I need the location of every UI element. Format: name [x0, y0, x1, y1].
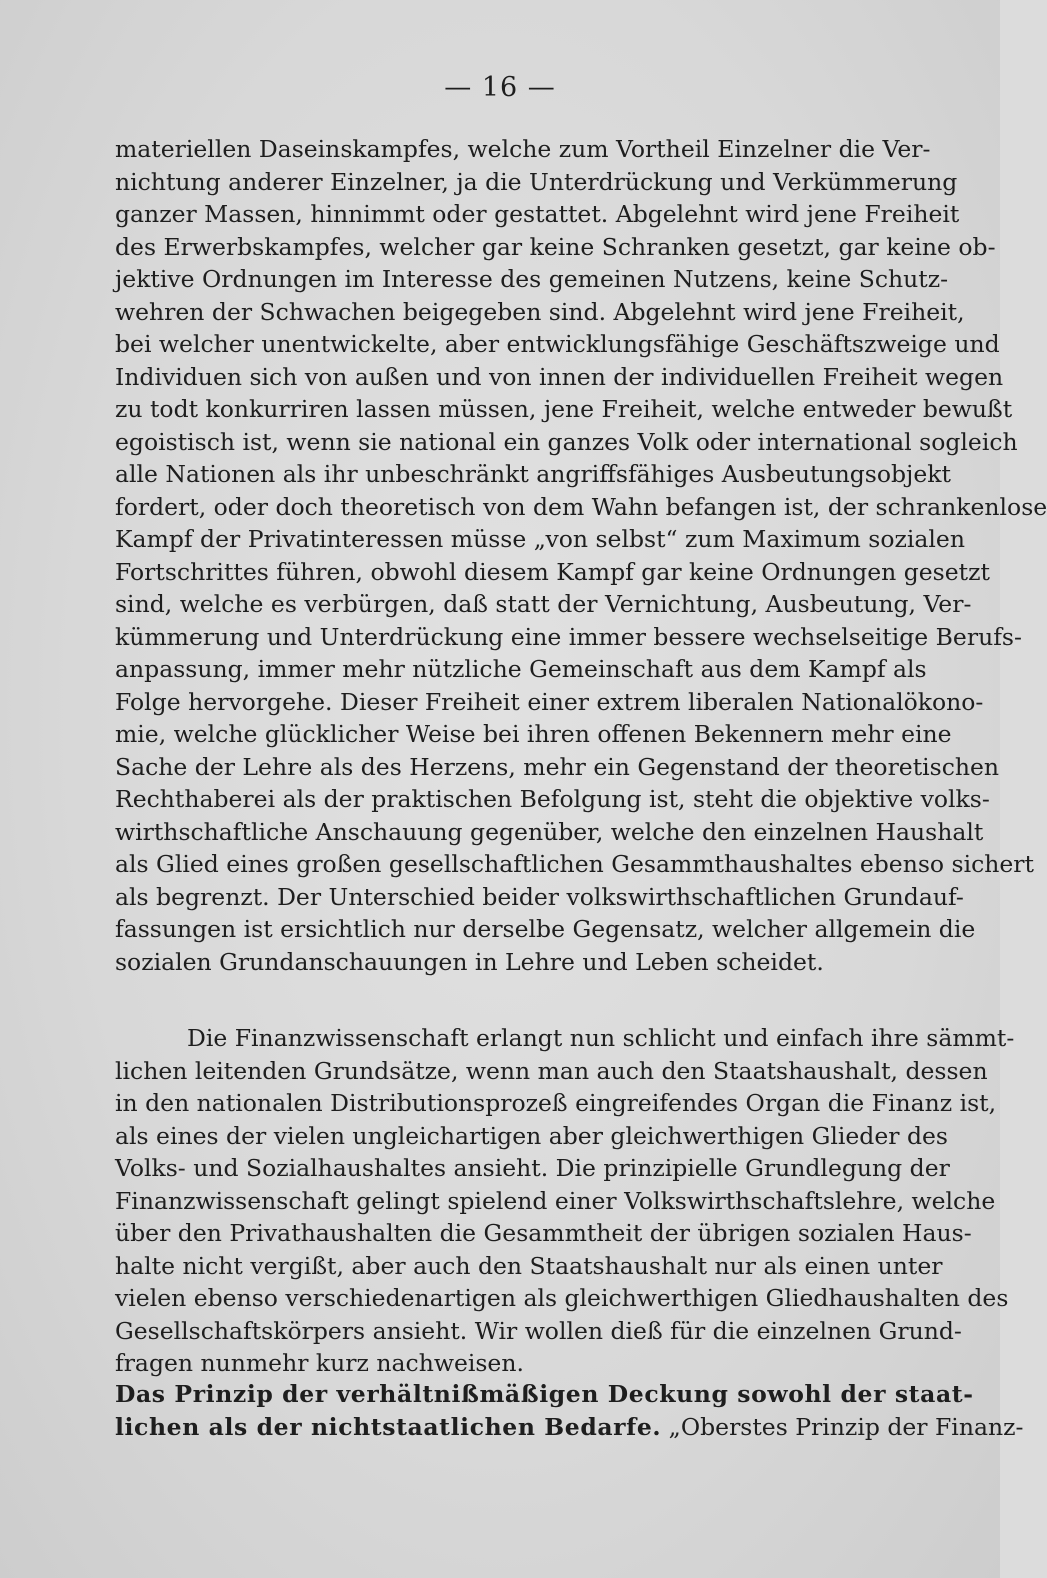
paragraph-1 [115, 133, 1047, 978]
paragraph-line: Folge hervorgehe. Dieser Freiheit einer extrem liberalen Nationalökono- [115, 687, 984, 716]
paragraph-line: Fortschrittes führen, obwohl diesem Kampf gar keine Ordnungen gesetzt [115, 557, 990, 586]
paragraph-line: über den Privathaushalten die Gesammtheit der übrigen sozialen Haus- [115, 1219, 972, 1247]
paragraph-line: des Erwerbskampfes, welcher gar keine Schranken gesetzt, gar keine ob- [115, 232, 996, 261]
section-heading: Das Prinzip der verhältnißmäßigen Deckung sowohl der staat- [115, 1380, 974, 1408]
paragraph-line: sozialen Grundanschauungen in Lehre und Leben scheidet. [115, 947, 824, 976]
paragraph-line: kümmerung und Unterdrückung eine immer bessere wechselseitige Berufs- [115, 622, 1022, 651]
paragraph-line: als Glied eines großen gesellschaftlichen Gesammthaushaltes ebenso sichert [115, 850, 1034, 878]
paragraph-line: wehren der Schwachen beigegeben sind. Abgelehnt wird jene Freiheit, [115, 297, 965, 326]
paragraph-line: Gesellschaftskörpers ansieht. Wir wollen dieß für die einzelnen Grund- [115, 1316, 962, 1345]
paragraph-line: Finanzwissenschaft gelingt spielend einer Volkswirthschaftslehre, welche [115, 1186, 996, 1215]
paragraph-line: Rechthaberei als der praktischen Befolgung ist, steht die objektive volks- [115, 785, 990, 813]
paragraph-line: anpassung, immer mehr nützliche Gemeinschaft aus dem Kampf als [115, 655, 927, 683]
paragraph-line: nichtung anderer Einzelner, ja die Unterdrückung und Verkümmerung [115, 167, 958, 196]
paragraph-line: Volks- und Sozialhaushaltes ansieht. Die prinzipielle Grundlegung der [115, 1154, 950, 1182]
section-heading: lichen als der nichtstaatlichen Bedarfe. [115, 1412, 662, 1441]
paragraph-line: als begrenzt. Der Unterschied beider volkswirthschaftlichen Grundauf- [115, 882, 964, 911]
paragraph-line: mie, welche glücklicher Weise bei ihren offenen Bekennern mehr eine [115, 720, 952, 748]
page-number: — 16 — [444, 72, 556, 103]
paragraph-line: als eines der vielen ungleichartigen aber gleichwerthigen Glieder des [115, 1121, 948, 1150]
paragraph-line: ganzer Massen, hinnimmt oder gestattet. Abgelehnt wird jene Freiheit [115, 200, 960, 228]
paragraph-line: bei welcher unentwickelte, aber entwicklungsfähige Geschäftszweige und [115, 330, 1000, 358]
paragraph-line: sind, welche es verbürgen, daß statt der Vernichtung, Ausbeutung, Ver- [115, 590, 972, 618]
paragraph-line: Die Finanzwissenschaft erlangt nun schlicht und einfach ihre sämmt- [187, 1024, 1015, 1052]
paragraph-line: halte nicht vergißt, aber auch den Staatshaushalt nur als einen unter [115, 1251, 943, 1280]
paragraph-line: vielen ebenso verschiedenartigen als gleichwerthigen Gliedhaushalten des [115, 1284, 1009, 1312]
paragraph-line: Sache der Lehre als des Herzens, mehr ein Gegenstand der theoretischen [115, 752, 1000, 781]
paragraph-line: zu todt konkurriren lassen müssen, jene Freiheit, welche entweder bewußt [115, 395, 1013, 423]
paragraph-line: alle Nationen als ihr unbeschränkt angriffsfähiges Ausbeutungsobjekt [115, 460, 951, 488]
paragraph-2 [115, 1022, 1015, 1380]
paragraph-line: wirthschaftliche Anschauung gegenüber, welche den einzelnen Haushalt [115, 817, 984, 846]
paragraph-line: egoistisch ist, wenn sie national ein ganzes Volk oder international sogleich [115, 427, 1018, 456]
paragraph-3 [115, 1378, 1024, 1443]
paragraph-line [115, 1411, 1024, 1444]
paragraph-line: jektive Ordnungen im Interesse des gemeinen Nutzens, keine Schutz- [115, 265, 949, 293]
paragraph-line: fordert, oder doch theoretisch von dem Wahn befangen ist, der schrankenlose [115, 492, 1047, 521]
paragraph-text: „Oberstes Prinzip der Finanz- [661, 1412, 1024, 1441]
paragraph-line: fassungen ist ersichtlich nur derselbe Gegensatz, welcher allgemein die [115, 915, 976, 943]
paragraph-line: Kampf der Privatinteressen müsse „von selbst“ zum Maximum sozialen [115, 525, 965, 553]
paragraph-line: in den nationalen Distributionsprozeß eingreifendes Organ die Finanz ist, [115, 1089, 997, 1117]
paragraph-line: materiellen Daseinskampfes, welche zum Vortheil Einzelner die Ver- [115, 135, 931, 163]
paragraph-line: Individuen sich von außen und von innen der individuellen Freiheit wegen [115, 362, 1004, 391]
paragraph-line: fragen nunmehr kurz nachweisen. [115, 1349, 524, 1377]
paragraph-line [115, 1378, 974, 1411]
paragraph-line: lichen leitenden Grundsätze, wenn man auch den Staatshaushalt, dessen [115, 1056, 988, 1085]
